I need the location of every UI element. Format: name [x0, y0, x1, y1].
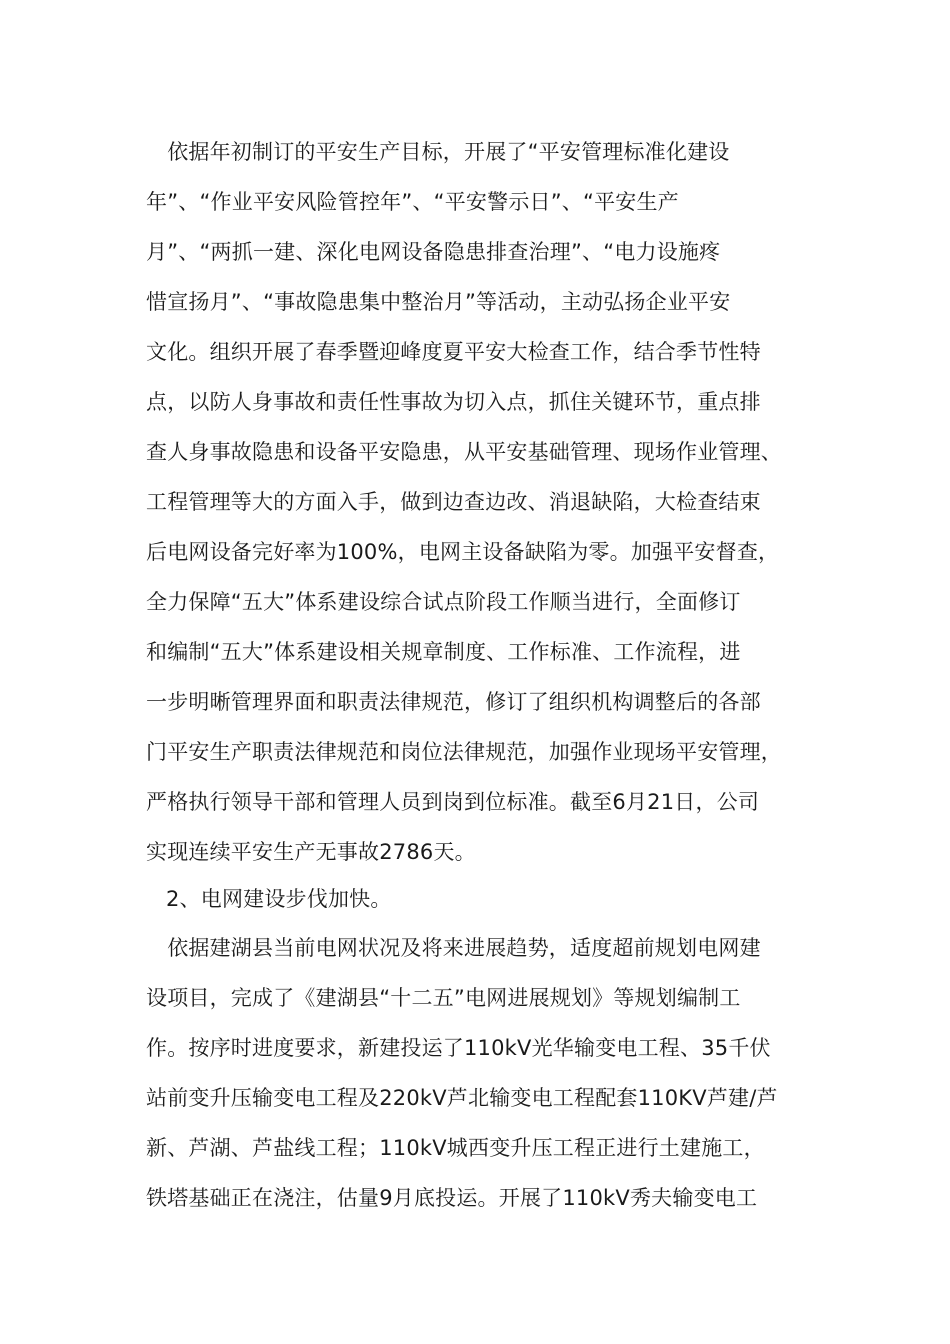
paragraph-line: 依据年初制订的平安生产目标，开展了“平安管理标准化建设 [146, 140, 730, 164]
paragraph-line: 惜宣扬月”、“事故隐患集中整治月”等活动，主动弘扬企业平安 [146, 290, 731, 314]
paragraph-line: 实现连续平安生产无事故2786天。 [146, 840, 476, 864]
paragraph-line: 工程管理等大的方面入手，做到边查边改、消退缺陷，大检查结束 [146, 490, 761, 514]
paragraph-line: 门平安生产职责法律规范和岗位法律规范，加强作业现场平安管理， [146, 740, 782, 764]
paragraph-line: 依据建湖县当前电网状况及将来进展趋势，适度超前规划电网建 [146, 936, 761, 960]
paragraph-line: 作。按序时进度要求，新建投运了110kV光华输变电工程、35千伏 [146, 1036, 771, 1060]
paragraph-line: 铁塔基础正在浇注，估量9月底投运。开展了110kV秀夫输变电工 [146, 1186, 758, 1210]
paragraph-line: 月”、“两抓一建、深化电网设备隐患排查治理”、“电力设施疼 [146, 240, 721, 264]
paragraph-line: 查人身事故隐患和设备平安隐患，从平安基础管理、现场作业管理、 [146, 440, 782, 464]
paragraph-line: 严格执行领导干部和管理人员到岗到位标准。截至6月21日，公司 [146, 790, 760, 814]
paragraph-line: 全力保障“五大”体系建设综合试点阶段工作顺当进行，全面修订 [146, 590, 741, 614]
paragraph-line: 设项目，完成了《建湖县“十二五”电网进展规划》等规划编制工 [146, 986, 741, 1010]
paragraph-line: 后电网设备完好率为100%，电网主设备缺陷为零。加强平安督查， [146, 540, 780, 564]
paragraph-line: 一步明晰管理界面和职责法律规范，修订了组织机构调整后的各部 [146, 690, 761, 714]
paragraph-line: 站前变升压输变电工程及220kV芦北输变电工程配套110KV芦建/芦 [146, 1086, 778, 1110]
paragraph-line: 点，以防人身事故和责任性事故为切入点，抓住关键环节，重点排 [146, 390, 761, 414]
paragraph-line: 和编制“五大”体系建设相关规章制度、工作标准、工作流程，进 [146, 640, 741, 664]
paragraph-line: 文化。组织开展了春季暨迎峰度夏平安大检查工作，结合季节性特 [146, 340, 761, 364]
paragraph-line: 年”、“作业平安风险管控年”、“平安警示日”、“平安生产 [146, 190, 679, 214]
section-heading: 2、电网建设步伐加快。 [166, 887, 392, 911]
paragraph-line: 新、芦湖、芦盐线工程；110kV城西变升压工程正进行土建施工， [146, 1136, 765, 1160]
